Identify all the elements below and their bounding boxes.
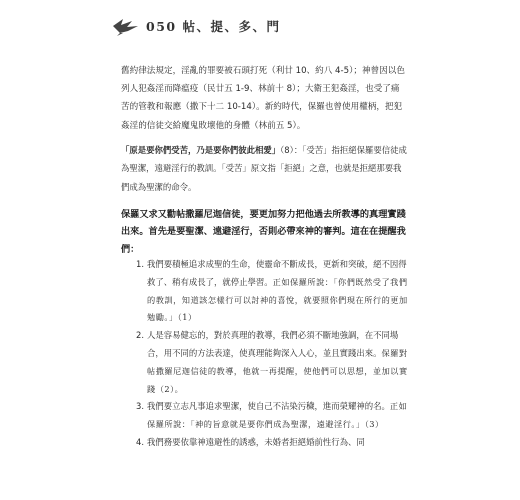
verse-explanation: （8）：「受苦」指拒絕保羅要信徒成為聖潔，遠避淫行的教訓。「受苦」原文指「拒絕」之意，也就是拒絕那要我們成為聖潔的命令。 — [121, 145, 407, 192]
verse-note — [121, 141, 408, 196]
verse-quote: 「原是要你們受苦，乃是要你們彼此相愛」 — [121, 145, 281, 155]
list-text: 我們務要依靠神遠避性的誘惑，未婚者拒絕婚前性行為、同 — [147, 436, 365, 447]
list-item — [136, 434, 412, 452]
list-text: 我們要立志凡事追求聖潔，使自己不沾染污穢，進而榮耀神的名。 — [147, 401, 390, 412]
lead-paragraph: 保羅又求又勸帖撒羅尼迦信徒，要更加努力把他過去所教導的真理實踐出來。首先是要聖潔、遠避淫行，否則必帶來神的審判。這在在提醒我們： — [121, 209, 406, 255]
list-quote: 正如保羅所說：「你們既然受了我們的教訓，知道該怎樣行可以討神的喜悅，就要照你們現在所行的更加勉勵。」（1） — [147, 276, 408, 323]
page-header — [112, 14, 280, 38]
list-number: 1. — [136, 259, 144, 269]
list-text: 人是容易健忘的，對於真理的教導，我們必須不斷地強調，在不同場合，用不同的方法表達，使真理能夠深入人心，並且實踐出來。 — [147, 330, 399, 358]
list-quote: 保羅對帖撒羅尼迦信徒的教導，他就一再提醒，使他們可以思想，並加以實踐（2）。 — [147, 347, 408, 394]
reminder-list — [136, 256, 412, 452]
list-text: 我們要積極追求成聖的生命，使靈命不斷成長，更新和突破，絕不因得救了、稍有成長了，就停止學習。 — [147, 259, 407, 287]
list-item — [136, 256, 412, 327]
list-number: 3. — [136, 401, 144, 412]
list-number: 2. — [136, 330, 144, 341]
list-item — [136, 327, 412, 398]
list-item — [136, 398, 412, 434]
list-quote: 正如保羅所說：「神的旨意就是要你們成為聖潔，遠避淫行。」（3） — [147, 401, 408, 430]
chapter-title: 050 帖、提、多、門 — [146, 19, 281, 34]
list-number: 4. — [136, 436, 144, 447]
intro-paragraph: 舊約律法規定，淫亂的罪要被石頭打死（利廿 10、約八 4-5）；神曾因以色列人犯姦淫而降瘟疫（民廿五 1-9、林前十 8）；大衛王犯姦淫，也受了痛苦的管教和報應（撒下十二 10-14）。新約時代，保羅也曾使用權柄，把犯姦淫的信徒交給魔鬼敗壞他的身體（林前五 5）。 — [121, 66, 405, 131]
dove-icon — [112, 15, 140, 37]
